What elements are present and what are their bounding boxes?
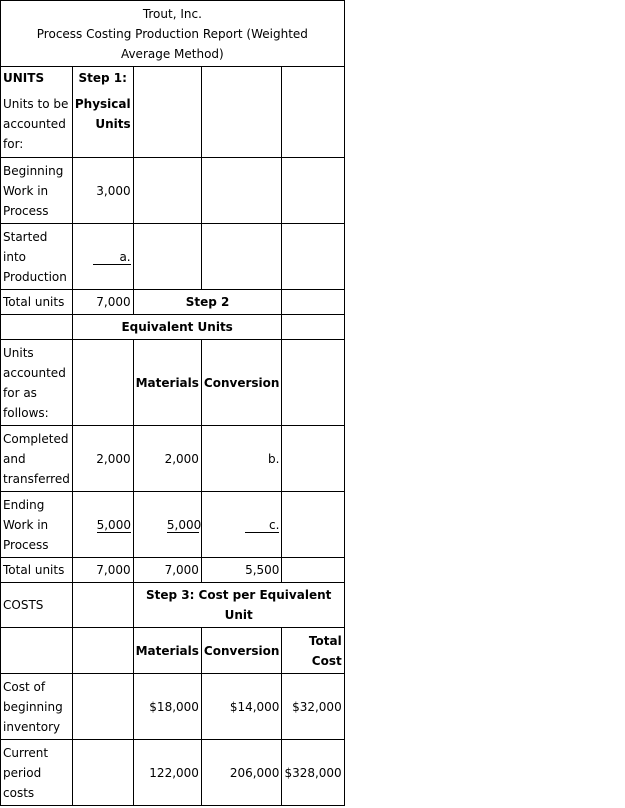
costs-section-label: COSTS xyxy=(1,583,73,628)
step1-label: Step 1: xyxy=(78,71,127,85)
started-physical-cell xyxy=(72,224,133,290)
ending-physical-cell xyxy=(72,492,133,558)
company-name: Trout, Inc. xyxy=(142,6,202,21)
total-units-label-2: Total units xyxy=(1,558,73,583)
current-cost-conversion: 206,000 xyxy=(201,740,282,806)
accounted-as-follows-label: Units accounted for as follows: xyxy=(1,340,73,426)
empty-cell xyxy=(201,158,282,224)
empty-cell xyxy=(72,674,133,740)
report-title-line1: Process Costing Production Report (Weighted xyxy=(36,26,308,41)
ending-wip-label: Ending Work in Process xyxy=(1,492,73,558)
empty-cell xyxy=(201,224,282,290)
total-units-physical-2: 7,000 xyxy=(72,558,133,583)
empty-cell xyxy=(282,492,344,558)
total-units-materials: 7,000 xyxy=(133,558,201,583)
total-units-conversion: 5,500 xyxy=(201,558,282,583)
total-units-physical: 7,000 xyxy=(72,290,133,315)
beginning-wip-label: Beginning Work in Process xyxy=(1,158,73,224)
beginning-cost-conversion: $14,000 xyxy=(201,674,282,740)
ending-materials-cell xyxy=(133,492,201,558)
empty-cell xyxy=(282,315,344,340)
beginning-cost-materials: $18,000 xyxy=(133,674,201,740)
empty-cell xyxy=(282,340,344,426)
empty-cell xyxy=(282,290,344,315)
beginning-wip-physical: 3,000 xyxy=(72,158,133,224)
completed-label: Completed and transferred xyxy=(1,426,73,492)
started-physical: a. xyxy=(93,250,131,265)
beginning-cost-total: $32,000 xyxy=(282,674,344,740)
empty-cell xyxy=(72,628,133,674)
physical-units-header-cell xyxy=(72,67,133,158)
empty-cell xyxy=(1,628,73,674)
total-units-label: Total units xyxy=(1,290,73,315)
physical-units-header: Physical Units xyxy=(74,97,131,131)
empty-cell xyxy=(1,315,73,340)
report-title-line2: Average Method) xyxy=(120,46,224,61)
conversion-header: Conversion xyxy=(201,340,282,426)
ending-physical: 5,000 xyxy=(96,517,131,532)
report-title-cell xyxy=(1,1,345,67)
total-cost-header: Total Cost xyxy=(282,628,344,674)
cost-materials-header: Materials xyxy=(133,628,201,674)
ending-materials: 5,000 xyxy=(166,517,202,532)
completed-materials: 2,000 xyxy=(133,426,201,492)
beginning-cost-label: Cost of beginning inventory xyxy=(1,674,73,740)
empty-cell xyxy=(133,158,201,224)
empty-cell xyxy=(72,340,133,426)
empty-cell xyxy=(282,558,344,583)
started-label: Started into Production xyxy=(1,224,73,290)
completed-conversion: b. xyxy=(201,426,282,492)
empty-cell xyxy=(282,224,344,290)
materials-header: Materials xyxy=(133,340,201,426)
empty-cell xyxy=(72,583,133,628)
units-to-be-accounted-cell xyxy=(1,67,73,158)
cost-conversion-header: Conversion xyxy=(201,628,282,674)
completed-physical: 2,000 xyxy=(72,426,133,492)
equivalent-units-header: Equivalent Units xyxy=(72,315,282,340)
empty-cell xyxy=(282,426,344,492)
units-section-label: UNITS xyxy=(3,71,45,85)
empty-cell xyxy=(133,67,201,158)
empty-cell xyxy=(72,740,133,806)
step2-label: Step 2 xyxy=(133,290,282,315)
step3-label: Step 3: Cost per Equivalent Unit xyxy=(133,583,344,628)
current-cost-materials: 122,000 xyxy=(133,740,201,806)
current-cost-label: Current period costs xyxy=(1,740,73,806)
current-cost-total: $328,000 xyxy=(282,740,344,806)
empty-cell xyxy=(201,67,282,158)
ending-conversion-cell xyxy=(201,492,282,558)
empty-cell xyxy=(282,67,344,158)
units-to-be-accounted-label: Units to be accounted for: xyxy=(3,97,69,151)
empty-cell xyxy=(133,224,201,290)
empty-cell xyxy=(282,158,344,224)
ending-conversion: c. xyxy=(245,518,279,533)
